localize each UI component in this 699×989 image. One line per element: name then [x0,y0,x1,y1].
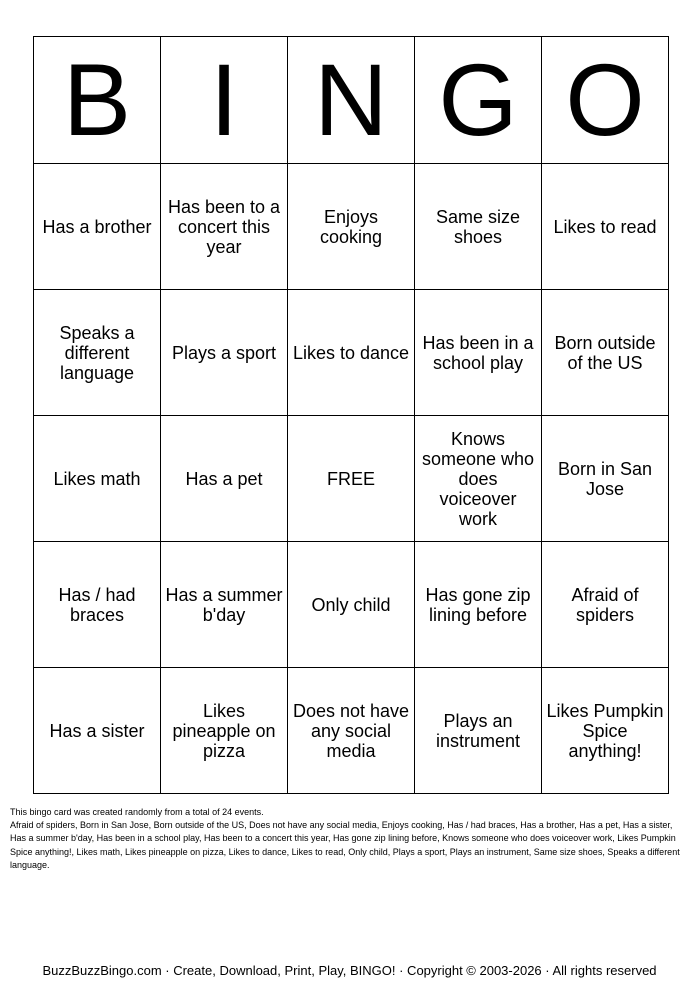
bingo-cell: Has gone zip lining before [415,542,542,668]
bingo-cell: Plays an instrument [415,668,542,794]
bingo-header-row [34,37,669,164]
free-space-cell: FREE [288,416,415,542]
bingo-row [34,164,669,290]
bingo-cell: Knows someone who does voiceover work [415,416,542,542]
bingo-cell: Likes math [34,416,161,542]
header-letter-n: N [288,37,415,164]
bingo-cell: Afraid of spiders [542,542,669,668]
bingo-cell: Born in San Jose [542,416,669,542]
header-letter-i: I [161,37,288,164]
bingo-row [34,542,669,668]
bingo-cell: Plays a sport [161,290,288,416]
bingo-cell: Has / had braces [34,542,161,668]
bingo-cell: Has a sister [34,668,161,794]
bingo-cell: Likes Pumpkin Spice anything! [542,668,669,794]
header-letter-b: B [34,37,161,164]
bingo-row [34,668,669,794]
bingo-cell: Speaks a different language [34,290,161,416]
bingo-cell: Has a brother [34,164,161,290]
bingo-cell: Does not have any social media [288,668,415,794]
bingo-cell: Has a pet [161,416,288,542]
bingo-cell: Has a summer b'day [161,542,288,668]
bingo-cell: Has been in a school play [415,290,542,416]
card-info-summary: This bingo card was created randomly from a total of 24 events. [10,807,264,817]
bingo-cell: Likes pineapple on pizza [161,668,288,794]
bingo-cell: Same size shoes [415,164,542,290]
card-info-events-list: Afraid of spiders, Born in San Jose, Born outside of the US, Does not have any social media, Enjoys cooking, Has / had braces, Has a brother, Has a pet, Has a sister, Has a summer b'day, Has been in a school play, Has been to a concert this year, Has gone zip lining before, Knows someone who does voiceover work, Likes Pumpkin Spice anything!, Likes math, Likes pineapple on pizza, Likes to dance, Likes to read, Only child, Plays a sport, Plays an instrument, Same size shoes, Speaks a different language. [10,820,680,870]
page-footer: BuzzBuzzBingo.com · Create, Download, Print, Play, BINGO! · Copyright © 2003-2026 · All rights reserved [42,963,657,978]
bingo-cell: Enjoys cooking [288,164,415,290]
bingo-row [34,416,669,542]
bingo-cell: Born outside of the US [542,290,669,416]
bingo-cell: Only child [288,542,415,668]
bingo-cell: Has been to a concert this year [161,164,288,290]
header-letter-g: G [415,37,542,164]
bingo-cell: Likes to dance [288,290,415,416]
card-info [10,806,682,872]
header-letter-o: O [542,37,669,164]
bingo-row [34,290,669,416]
bingo-cell: Likes to read [542,164,669,290]
bingo-card [33,36,669,794]
